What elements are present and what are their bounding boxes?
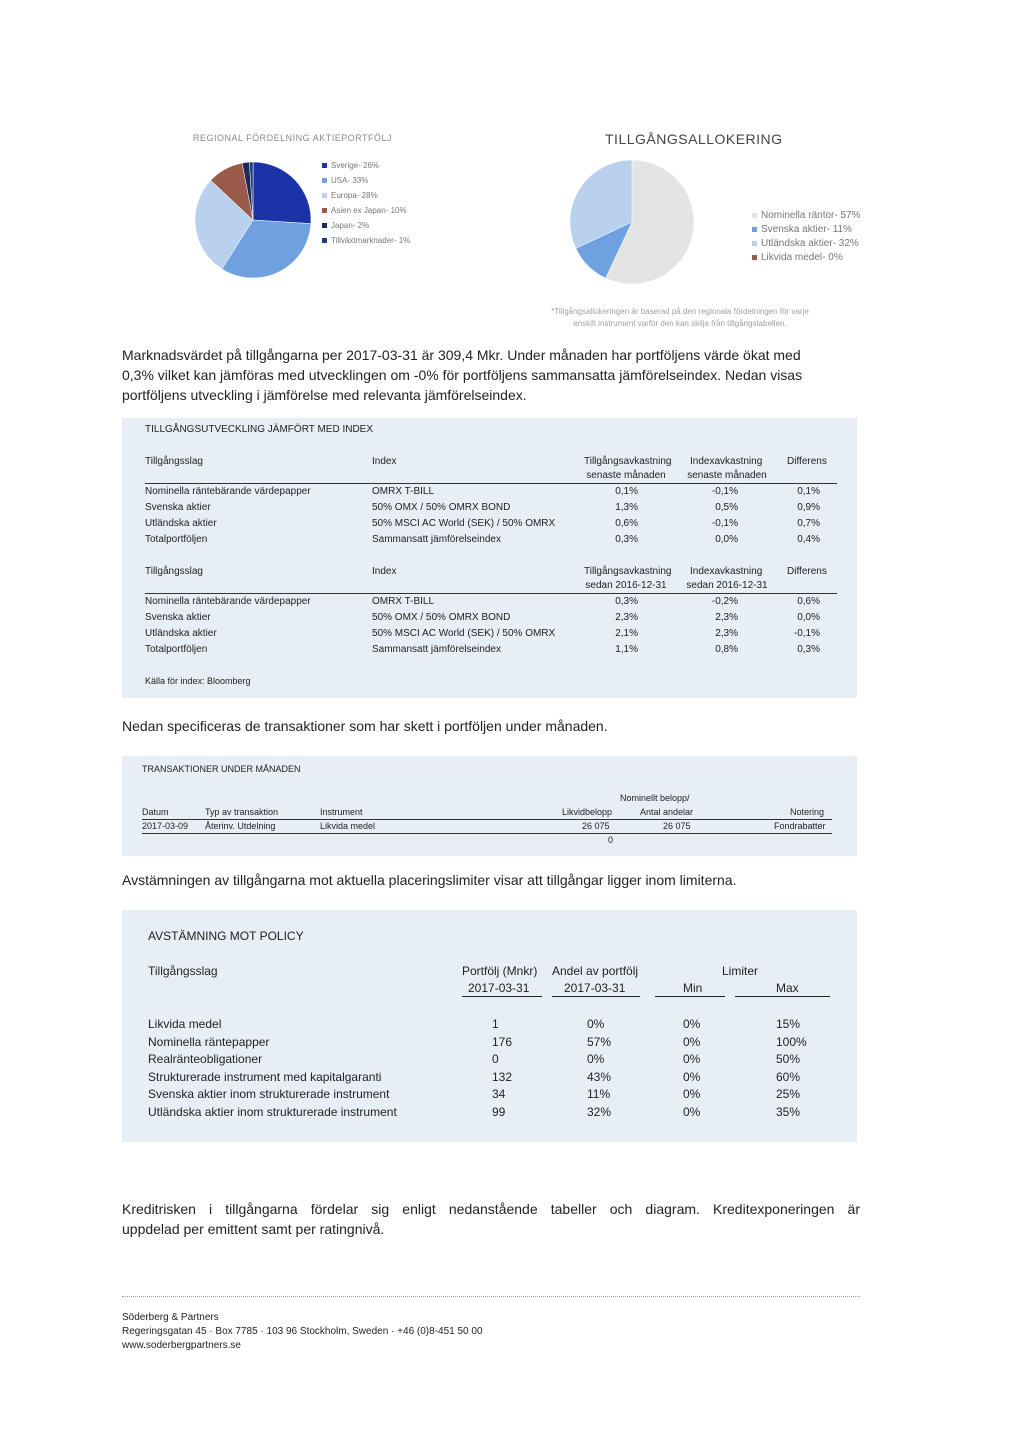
legend-swatch (752, 255, 757, 260)
row-asset: Nominella räntebärande värdepapper (145, 486, 311, 497)
row-index-return: -0,1% (711, 518, 738, 529)
trans-total: 0 (608, 835, 614, 845)
row-return: 1,1% (615, 644, 638, 655)
row-diff: 0,1% (797, 486, 820, 497)
para1-line3: portföljens utveckling i jämförelse med relevanta jämförelseindex. (122, 387, 527, 403)
legend-item (322, 203, 410, 218)
header-rule (145, 483, 837, 484)
regional-chart-title: REGIONAL FÖRDELNING AKTIEPORTFÖLJ (193, 133, 393, 143)
row-return: 1,3% (615, 502, 638, 513)
policy-col-portfolio-1: Portfölj (Mnkr) (462, 964, 538, 978)
legend-item (752, 208, 861, 222)
policy-row-max: 25% (776, 1087, 801, 1102)
col-asset-header: Tillgångsslag (145, 566, 203, 577)
col-index-return-header: Indexavkastning (690, 456, 763, 467)
row-index-return: -0,1% (711, 486, 738, 497)
row-index-return: 2,3% (715, 628, 738, 639)
row-index-return: 0,0% (715, 534, 738, 545)
allocation-footnote (500, 306, 860, 330)
legend-label: Likvida medel- 0% (761, 251, 843, 263)
policy-row-min: 0% (683, 1069, 701, 1084)
row-return: 0,1% (615, 486, 638, 497)
policy-col-min: Min (683, 981, 703, 995)
legend-swatch (752, 227, 757, 232)
legend-item (322, 158, 410, 173)
legend-item (322, 173, 410, 188)
row-index: Sammansatt jämförelseindex (372, 534, 501, 545)
row-index-return: -0,2% (711, 596, 738, 607)
policy-row-portfolio: 34 (492, 1087, 506, 1102)
legend-label: Europa- 28% (331, 191, 378, 200)
policy-row-share: 57% (587, 1034, 612, 1049)
policy-row-asset: Svenska aktier inom strukturerade instrument (148, 1087, 390, 1102)
policy-row-max: 15% (776, 1017, 801, 1031)
legend-item (322, 233, 410, 248)
trans-liquid-amount: 26 075 (582, 821, 610, 831)
row-asset: Svenska aktier (145, 612, 211, 623)
policy-row-max: 100% (776, 1034, 807, 1049)
row-index: OMRX T-BILL (372, 486, 435, 497)
col-index-return-period: sedan 2016-12-31 (686, 580, 768, 591)
legend-item (322, 188, 410, 203)
credit-risk-line1: Kreditrisken i tillgångarna fördelar sig enligt nedanstående tabeller och diagram. Kreditexponeringen är (122, 1201, 860, 1217)
row-index: 50% MSCI AC World (SEK) / 50% OMRX (372, 628, 556, 639)
policy-row-share: 43% (587, 1069, 612, 1084)
policy-row-share: 32% (587, 1105, 612, 1119)
legend-swatch (752, 241, 757, 246)
row-return: 0,3% (615, 534, 638, 545)
row-return: 2,3% (615, 612, 638, 623)
row-asset: Utländska aktier (145, 628, 217, 639)
legend-swatch (322, 208, 327, 213)
policy-row-min: 0% (683, 1087, 701, 1102)
trans-type: Återinv. Utdelning (205, 821, 276, 831)
policy-row-min: 0% (683, 1034, 701, 1049)
legend-label: Asien ex Japan- 10% (331, 206, 407, 215)
transactions-row-rule (142, 833, 832, 834)
legend-label: Nominella räntor- 57% (761, 209, 861, 221)
trans-nominal-amount: 26 075 (663, 821, 691, 831)
row-index: Sammansatt jämförelseindex (372, 644, 501, 655)
col-instrument-header: Instrument (320, 807, 363, 817)
row-diff: 0,9% (797, 502, 820, 513)
legend-item (752, 236, 861, 250)
regional-legend (322, 158, 410, 248)
row-return: 0,3% (615, 596, 638, 607)
col-nominal-header-2: Antal andelar (640, 807, 694, 817)
policy-col-max: Max (776, 981, 799, 995)
index-source: Källa för index: Bloomberg (145, 676, 251, 686)
row-asset: Nominella räntebärande värdepapper (145, 596, 311, 607)
col-return-header: Tillgångsavkastning (584, 566, 672, 577)
market-value-paragraph (122, 345, 892, 405)
policy-row-asset: Nominella räntepapper (148, 1034, 270, 1049)
policy-col-share-1: Andel av portfölj (552, 964, 639, 978)
limits-paragraph: Avstämningen av tillgångarna mot aktuella placeringslimiter visar att tillgångar ligger inom limiterna. (122, 872, 737, 888)
policy-row-min: 0% (683, 1105, 701, 1119)
policy-rule-portfolio (462, 996, 542, 997)
footer (122, 1311, 483, 1353)
policy-rule-max (735, 996, 830, 997)
row-return: 0,6% (615, 518, 638, 529)
policy-row-asset: Realränteobligationer (148, 1052, 263, 1067)
policy-row-share: 0% (587, 1017, 605, 1031)
policy-row-portfolio: 0 (492, 1052, 499, 1067)
col-return-header: Tillgångsavkastning (584, 456, 672, 467)
policy-row-max: 35% (776, 1105, 801, 1119)
row-diff: 0,0% (797, 612, 820, 623)
row-index: 50% OMX / 50% OMRX BOND (372, 612, 511, 623)
col-index-header: Index (372, 566, 397, 577)
row-diff: 0,6% (797, 596, 820, 607)
footer-divider (122, 1296, 860, 1297)
policy-row-max: 50% (776, 1052, 801, 1067)
footnote-line-2: enskilt instrument varför den kan skilja från tillgångstabellen. (573, 319, 787, 328)
legend-label: Utländska aktier- 32% (761, 237, 859, 249)
policy-row-portfolio: 99 (492, 1105, 506, 1119)
para1-line2: 0,3% vilket kan jämföras med utvecklingen om -0% för portföljens sammansatta jämförelseindex. Nedan visas (122, 367, 803, 383)
policy-rule-share (552, 996, 640, 997)
col-return-period: sedan 2016-12-31 (585, 580, 667, 591)
policy-row-share: 11% (587, 1087, 611, 1102)
footnote-line-1: *Tillgångsallokeringen är baserad på den regionala fördelningen för varje (551, 307, 809, 316)
col-liquid-header: Likvidbelopp (562, 807, 613, 817)
policy-col-limits: Limiter (722, 964, 759, 978)
pie-slice-0 (253, 162, 311, 224)
legend-label: Japan- 2% (331, 221, 370, 230)
row-diff: 0,7% (797, 518, 820, 529)
credit-risk-line2: uppdelad per emittent samt per ratingnivå. (122, 1221, 385, 1237)
policy-row-asset: Likvida medel (148, 1017, 222, 1031)
row-asset: Totalportföljen (145, 644, 208, 655)
allocation-chart-title: TILLGÅNGSALLOKERING (605, 131, 783, 147)
col-index-header: Index (372, 456, 397, 467)
col-return-period: senaste månaden (586, 470, 666, 481)
trans-date: 2017-03-09 (142, 821, 189, 831)
transactions-intro: Nedan specificeras de transaktioner som har skett i portföljen under månaden. (122, 718, 608, 734)
policy-row-asset: Strukturerade instrument med kapitalgaranti (148, 1069, 382, 1084)
col-date-header: Datum (142, 807, 169, 817)
policy-col-portfolio-2: 2017-03-31 (468, 981, 530, 995)
row-asset: Totalportföljen (145, 534, 208, 545)
row-index: 50% MSCI AC World (SEK) / 50% OMRX (372, 518, 556, 529)
row-index-return: 2,3% (715, 612, 738, 623)
legend-label: USA- 33% (331, 176, 369, 185)
legend-label: Svenska aktier- 11% (761, 223, 852, 235)
policy-row-portfolio: 1 (492, 1017, 499, 1031)
policy-row-max: 60% (776, 1069, 801, 1084)
legend-swatch (322, 178, 327, 183)
header-rule (145, 593, 837, 594)
row-index: OMRX T-BILL (372, 596, 435, 607)
legend-item (752, 250, 861, 264)
trans-note: Fondrabatter (774, 821, 826, 831)
policy-row-min: 0% (683, 1017, 701, 1031)
col-type-header: Typ av transaktion (205, 807, 279, 817)
row-index: 50% OMX / 50% OMRX BOND (372, 502, 511, 513)
row-index-return: 0,5% (715, 502, 738, 513)
row-diff: -0,1% (793, 628, 820, 639)
col-index-return-header: Indexavkastning (690, 566, 763, 577)
policy-row-asset: Utländska aktier inom strukturerade instrument (148, 1105, 397, 1119)
col-diff-header: Differens (787, 566, 827, 577)
legend-item (322, 218, 410, 233)
legend-swatch (322, 223, 327, 228)
policy-row-share: 0% (587, 1052, 605, 1067)
policy-rule-min (655, 996, 725, 997)
col-asset-header: Tillgångsslag (145, 456, 203, 467)
policy-row-portfolio: 132 (492, 1069, 513, 1084)
transactions-title: TRANSAKTIONER UNDER MÅNADEN (142, 764, 301, 774)
row-index-return: 0,8% (715, 644, 738, 655)
legend-item (752, 222, 861, 236)
allocation-pie-chart (568, 158, 696, 286)
col-index-return-period: senaste månaden (687, 470, 767, 481)
legend-swatch (322, 238, 327, 243)
policy-row-portfolio: 176 (492, 1034, 513, 1049)
footer-website[interactable]: www.soderbergpartners.se (122, 1340, 241, 1351)
regional-pie-chart (188, 155, 318, 285)
legend-label: Sverige- 26% (331, 161, 380, 170)
legend-swatch (322, 163, 327, 168)
legend-swatch (752, 213, 757, 218)
row-return: 2,1% (615, 628, 638, 639)
policy-title: AVSTÄMNING MOT POLICY (148, 929, 304, 943)
para1-line1: Marknadsvärdet på tillgångarna per 2017-03-31 är 309,4 Mkr. Under månaden har portföljens värde ökat med (122, 347, 801, 363)
row-asset: Utländska aktier (145, 518, 217, 529)
footer-address: Regeringsgatan 45 · Box 7785 · 103 96 Stockholm, Sweden · +46 (0)8-451 50 00 (122, 1326, 483, 1337)
asset-development-title: TILLGÅNGSUTVECKLING JÄMFÖRT MED INDEX (145, 424, 374, 435)
col-note-header: Notering (790, 807, 825, 817)
row-diff: 0,4% (797, 534, 820, 545)
allocation-legend (752, 208, 861, 264)
transactions-header-rule (142, 819, 832, 820)
col-diff-header: Differens (787, 456, 827, 467)
legend-swatch (322, 193, 327, 198)
policy-row-min: 0% (683, 1052, 701, 1067)
policy-col-asset: Tillgångsslag (148, 964, 218, 978)
row-asset: Svenska aktier (145, 502, 211, 513)
row-diff: 0,3% (797, 644, 820, 655)
legend-label: Tillväxtmarknader- 1% (331, 236, 411, 245)
trans-instrument: Likvida medel (320, 821, 376, 831)
col-nominal-header-1: Nominellt belopp/ (620, 793, 690, 803)
policy-col-share-2: 2017-03-31 (564, 981, 626, 995)
footer-company: Söderberg & Partners (122, 1312, 219, 1323)
